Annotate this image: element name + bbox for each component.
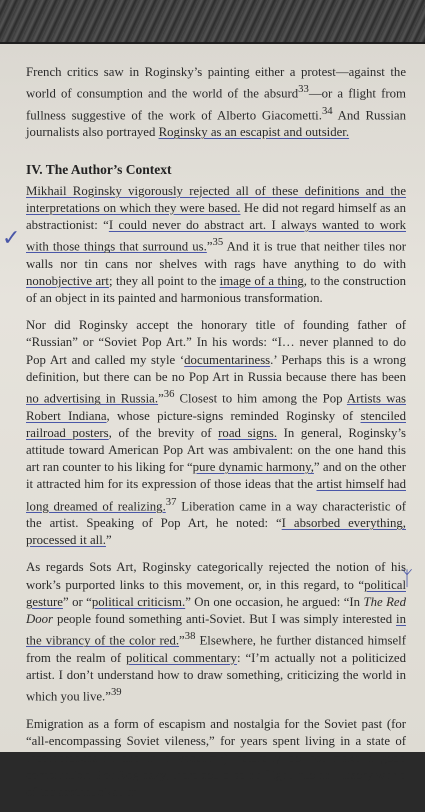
paragraph-emigration: Emigration as a form of escapism and nostalgia for the Soviet past (for “all-encompassing Soviet vileness,” for years spent living in a state of incomprehension and in a vacuum?) naturally do not make a good combination. For Roginsky, there could be no flight into an illusory world of the aestheticization <box>26 716 406 800</box>
underlined-text: I absorbed everything, processed it all. <box>26 516 406 548</box>
underlined-text: Roginsky as an escapist and outsider. <box>158 125 350 140</box>
underlined-text: Mikhail Roginsky vigorously rejected all of these definitions and the interpretations on which they were based. <box>26 183 406 215</box>
footnote-ref: 38 <box>184 631 196 643</box>
underlined-text: Artists was Robert Indiana <box>26 391 406 423</box>
underlined-text: political gesture <box>26 577 406 609</box>
paragraph-critics: French critics saw in Roginsky’s painting either a protest—against the world of consumption and the world of the absurd$^{33}$—or a flight from fullness suggestive of the work of Alberto Giacometti.$^{34}$ And Russian journalists also portrayed Roginsky as an escapist and outsider. <box>26 65 406 140</box>
paragraph-sots-art: As regards Sots Art, Roginsky categorically rejected the notion of his work’s purported links to this movement, or, in this regard, to “political gesture” or “political criticism.” On one occasion, he argued: “In The Red Door people found something anti-Soviet. But I was simply interested in the vibrancy of the color red.”$^{38}$ Elsewhere, he further distanced himself from the realm of political commentary: “I’m actually not a politicized artist. I don’t understand how to draw something, criticizing the world in which you live.”$^{39}$ <box>26 560 406 704</box>
artwork-title: The Red Door <box>26 594 406 627</box>
underlined-text: road signs. <box>218 425 278 440</box>
section-heading: IV. The Author’s Context <box>26 162 172 178</box>
footnote-ref: 34 <box>321 105 333 117</box>
underlined-text: I could never do abstract art. I always wanted to work with those things that surround us. <box>26 217 407 254</box>
underlined-text: image of a thing <box>219 273 304 288</box>
underlined-text: pure dynamic harmony, <box>192 460 314 475</box>
underlined-text: documentariness <box>184 352 271 367</box>
artwork-image-fragment <box>0 0 425 44</box>
footnote-ref: 33 <box>298 84 309 96</box>
footnote-ref: 39 <box>110 687 122 699</box>
underlined-text: no advertising in Russia. <box>26 391 159 406</box>
book-text <box>26 48 406 812</box>
underlined-text: political commentary <box>126 650 237 665</box>
footnote-ref: 36 <box>163 389 175 401</box>
ink-margin-mark-icon: ᛉ <box>401 566 413 590</box>
paragraph-pop-art: Nor did Roginsky accept the honorary title of founding father of “Russian” or “Soviet Pop Art.” In his words: “I… never planned to do Pop Art and called my style ‘documentariness.’ Perhaps this is a wrong definition, but there can be no Pop Art in Russia because there has been no advertising in Russia.”$^{36}$ Closest to him among the Pop Artists was Robert Indiana, whose picture-signs reminded Roginsky of stenciled railroad posters, of the brevity of road signs. In general, Roginsky’s attitude toward American Pop Art was ambivalent: on the one hand this art ran counter to his liking for “pure dynamic harmony,” and on the other it attracted him for its expression of those ideas that the artist himself had long dreamed of realizing.$^{37}$ Liberation came in a way characteristic of the artist. Speaking of Pop Art, he noted: “I absorbed everything, processed it all.” <box>26 318 406 548</box>
paragraph-rejected-definitions: Mikhail Roginsky vigorously rejected all of these definitions and the interpretations on which they were based. He did not regard himself as an abstractionist: “I could never do abstract art. I always wanted to work with those things that surround us.”$^{35}$ And it is true that neither tiles nor walls nor tin cans nor shelves with rags have anything to do with nonobjective art; they all point to the image of a thing, to the construction of an object in its painted and harmonious transformation. <box>26 183 407 306</box>
underlined-text: nonobjective art <box>26 273 109 288</box>
footnote-ref: 37 <box>165 496 177 508</box>
underlined-text: political criticism. <box>91 594 186 609</box>
underlined-text: artist himself had long dreamed of realizing. <box>26 477 406 513</box>
underlined-text: stenciled railroad posters <box>26 408 406 440</box>
underlined-text: in the vibrancy of the color red. <box>26 612 406 648</box>
footnote-ref: 35 <box>212 237 224 249</box>
ink-check-mark-icon: ✓ <box>2 226 21 251</box>
